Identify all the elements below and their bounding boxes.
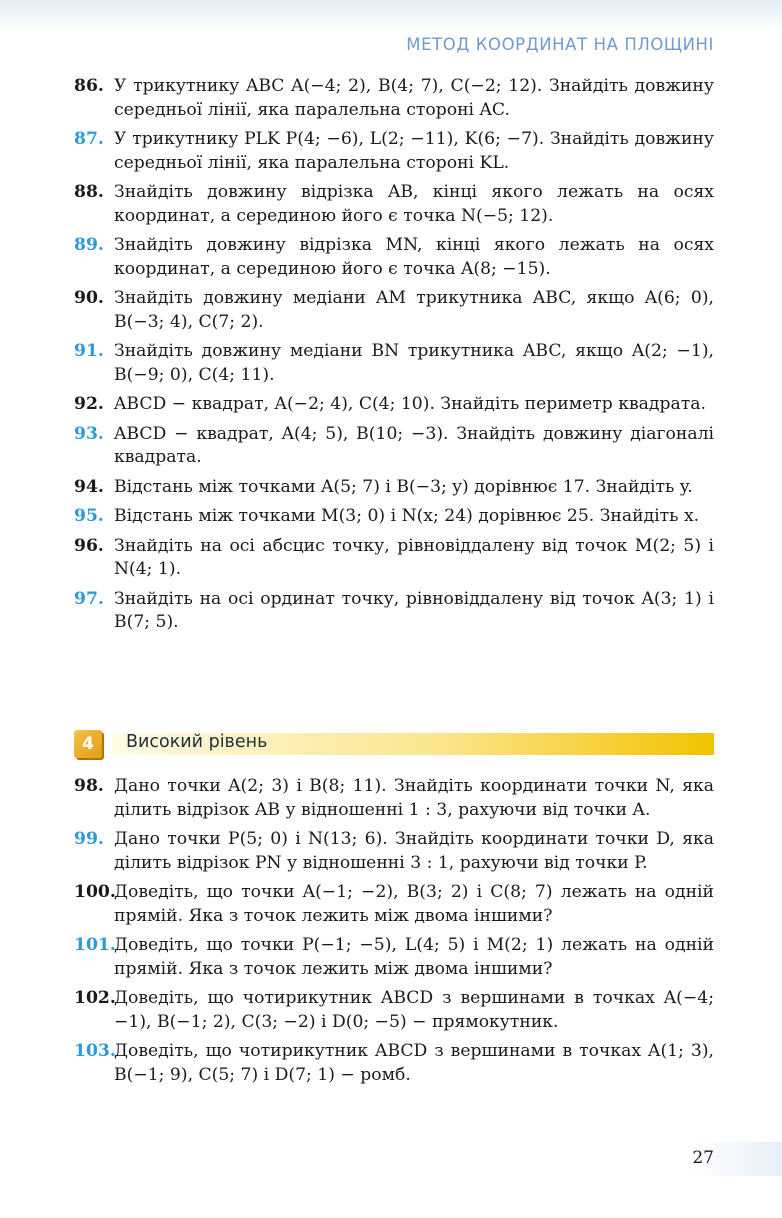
problem-text: Дано точки A(2; 3) і B(8; 11). Знайдіть координати точки N, яка ділить відрізок AB у відношенні 1 : 3, рахуючи від точки A. bbox=[114, 776, 714, 820]
problem-number: 93. bbox=[74, 423, 104, 444]
problem-item bbox=[74, 828, 714, 875]
problem-item bbox=[74, 393, 714, 417]
problem-number: 102. bbox=[74, 988, 116, 1008]
problem-number: 89. bbox=[74, 235, 104, 255]
problem-item bbox=[74, 340, 714, 387]
problem-text: Доведіть, що чотирикутник ABCD з вершинами в точках A(−4; −1), B(−1; 2), C(3; −2) і D(0; −5) − прямокутник. bbox=[114, 988, 714, 1032]
problem-list-high bbox=[74, 775, 714, 1093]
problem-item bbox=[74, 476, 714, 500]
problem-number: 86. bbox=[74, 76, 104, 96]
problem-text: Знайдіть на осі ординат точку, рівновіддалену від точок A(3; 1) і B(7; 5). bbox=[114, 588, 714, 632]
level-section-header bbox=[74, 730, 714, 758]
problem-text: Відстань між точками M(3; 0) і N(x; 24) дорівнює 25. Знайдіть x. bbox=[114, 506, 700, 526]
problem-text: Знайдіть довжину відрізка MN, кінці якого лежать на осях координат, а серединою його є точка A(8; −15). bbox=[114, 235, 714, 279]
problem-number: 96. bbox=[74, 535, 104, 556]
problem-item bbox=[74, 181, 714, 228]
problem-number: 97. bbox=[74, 588, 104, 609]
problem-text: Знайдіть на осі абсцис точку, рівновіддалену від точок M(2; 5) і N(4; 1). bbox=[114, 535, 714, 579]
problem-number: 91. bbox=[74, 341, 104, 361]
chapter-title: МЕТОД КООРДИНАТ НА ПЛОЩИНІ bbox=[406, 35, 714, 54]
problem-number: 90. bbox=[74, 288, 104, 308]
problem-item bbox=[74, 881, 714, 928]
header-band bbox=[0, 0, 782, 30]
problem-text: Доведіть, що точки P(−1; −5), L(4; 5) і M(2; 1) лежать на одній прямій. Яка з точок лежить між двома іншими? bbox=[114, 935, 714, 979]
problem-text: Відстань між точками A(5; 7) і B(−3; y) дорівнює 17. Знайдіть y. bbox=[114, 476, 693, 497]
problem-number: 101. bbox=[74, 935, 116, 955]
problem-text: Дано точки P(5; 0) і N(13; 6). Знайдіть координати точки D, яка ділить відрізок PN у відношенні 3 : 1, рахуючи від точки P. bbox=[114, 829, 714, 873]
problem-item bbox=[74, 588, 714, 635]
problem-item bbox=[74, 1040, 714, 1087]
problem-number: 94. bbox=[74, 476, 104, 497]
page-number: 27 bbox=[692, 1148, 714, 1168]
problem-number: 103. bbox=[74, 1041, 116, 1061]
problem-number: 98. bbox=[74, 776, 104, 796]
problem-text: Доведіть, що чотирикутник ABCD з вершинами в точках A(1; 3), B(−1; 9), C(5; 7) і D(7; 1) − ромб. bbox=[114, 1041, 714, 1085]
problem-text: У трикутнику ABC A(−4; 2), B(4; 7), C(−2; 12). Знайдіть довжину середньої лінії, яка паралельна стороні AC. bbox=[114, 76, 714, 120]
level-label: Високий рівень bbox=[126, 732, 268, 752]
problem-number: 88. bbox=[74, 182, 104, 202]
problem-number: 99. bbox=[74, 829, 104, 849]
problem-item bbox=[74, 775, 714, 822]
level-badge: 4 bbox=[74, 730, 102, 758]
problem-item bbox=[74, 234, 714, 281]
problem-item bbox=[74, 287, 714, 334]
problem-text: ABCD − квадрат, A(−2; 4), C(4; 10). Знайдіть периметр квадрата. bbox=[114, 394, 706, 414]
problem-text: Знайдіть довжину медіани AM трикутника ABC, якщо A(6; 0), B(−3; 4), C(7; 2). bbox=[114, 288, 714, 332]
problem-item bbox=[74, 535, 714, 582]
problem-item bbox=[74, 128, 714, 175]
problem-item bbox=[74, 505, 714, 529]
problem-number: 100. bbox=[74, 882, 116, 902]
problem-number: 92. bbox=[74, 394, 104, 414]
problem-number: 95. bbox=[74, 506, 104, 526]
problem-text: Знайдіть довжину відрізка AB, кінці якого лежать на осях координат, а серединою його є точка N(−5; 12). bbox=[114, 182, 714, 226]
problem-text: Знайдіть довжину медіани BN трикутника ABC, якщо A(2; −1), B(−9; 0), C(4; 11). bbox=[114, 341, 714, 385]
problem-list-main bbox=[74, 75, 714, 641]
problem-item bbox=[74, 987, 714, 1034]
problem-number: 87. bbox=[74, 129, 104, 149]
problem-text: У трикутнику PLK P(4; −6), L(2; −11), K(6; −7). Знайдіть довжину середньої лінії, яка паралельна стороні KL. bbox=[114, 129, 714, 173]
problem-item bbox=[74, 934, 714, 981]
problem-text: Доведіть, що точки A(−1; −2), B(3; 2) і C(8; 7) лежать на одній прямій. Яка з точок лежить між двома іншими? bbox=[114, 882, 714, 926]
problem-item bbox=[74, 75, 714, 122]
problem-text: ABCD − квадрат, A(4; 5), B(10; −3). Знайдіть довжину діагоналі квадрата. bbox=[114, 423, 714, 467]
problem-item bbox=[74, 423, 714, 470]
